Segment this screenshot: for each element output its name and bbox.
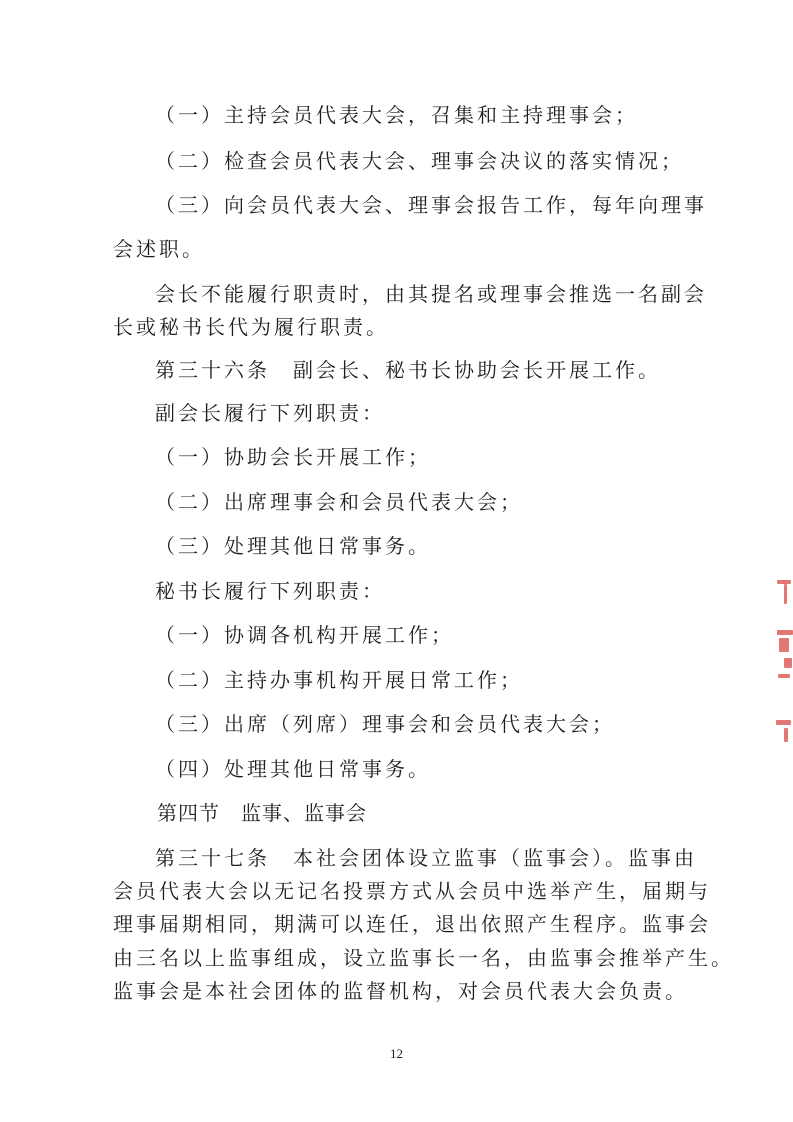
paragraph-line: 由三名以上监事组成，设立监事长一名，由监事会推举产生。: [113, 946, 734, 970]
paragraph-line: 秘书长履行下列职责：: [155, 579, 385, 603]
seal-stroke: [784, 658, 792, 668]
paragraph-line: （一）主持会员代表大会，召集和主持理事会；: [155, 103, 638, 127]
article-heading: 第三十六条 副会长、秘书长协助会长开展工作。: [155, 358, 661, 382]
paragraph-line: 理事届期相同，期满可以连任，退出依照产生程序。监事会: [113, 912, 711, 936]
paragraph-line: 监事会是本社会团体的监督机构，对会员代表大会负责。: [113, 979, 688, 1003]
paragraph-line: （二）出席理事会和会员代表大会；: [155, 490, 523, 514]
paragraph-line: 会长不能履行职责时，由其提名或理事会推选一名副会: [155, 282, 707, 306]
paragraph-line: 会员代表大会以无记名投票方式从会员中选举产生，届期与: [113, 879, 711, 903]
paragraph-line: （一）协助会长开展工作；: [155, 445, 431, 469]
paragraph-line: （二）检查会员代表大会、理事会决议的落实情况；: [155, 149, 684, 173]
paragraph-line: （二）主持办事机构开展日常工作；: [155, 668, 523, 692]
paragraph-line: （三）处理其他日常事务。: [155, 534, 431, 558]
seal-stamp-fragment: [771, 570, 793, 770]
page-number: 12: [390, 1046, 403, 1061]
section-heading: 第四节 监事、监事会: [157, 801, 367, 825]
paragraph-line: （四）处理其他日常事务。: [155, 757, 431, 781]
seal-stroke: [777, 630, 793, 635]
paragraph-line: 长或秘书长代为履行职责。: [113, 315, 389, 339]
paragraph-line: （一）协调各机构开展工作；: [155, 623, 454, 647]
seal-stroke: [784, 728, 788, 742]
paragraph-line: 副会长履行下列职责：: [155, 401, 385, 425]
seal-stroke: [776, 720, 791, 725]
paragraph-line: 会述职。: [113, 237, 205, 261]
seal-stroke: [779, 638, 789, 652]
paragraph-line: （三）出席（列席）理事会和会员代表大会；: [155, 712, 615, 736]
seal-stroke: [784, 584, 787, 604]
paragraph-line: （三）向会员代表大会、理事会报告工作，每年向理事: [155, 193, 707, 217]
seal-stroke: [778, 674, 790, 678]
article-heading: 第三十七条 本社会团体设立监事（监事会）。监事由: [155, 846, 697, 870]
